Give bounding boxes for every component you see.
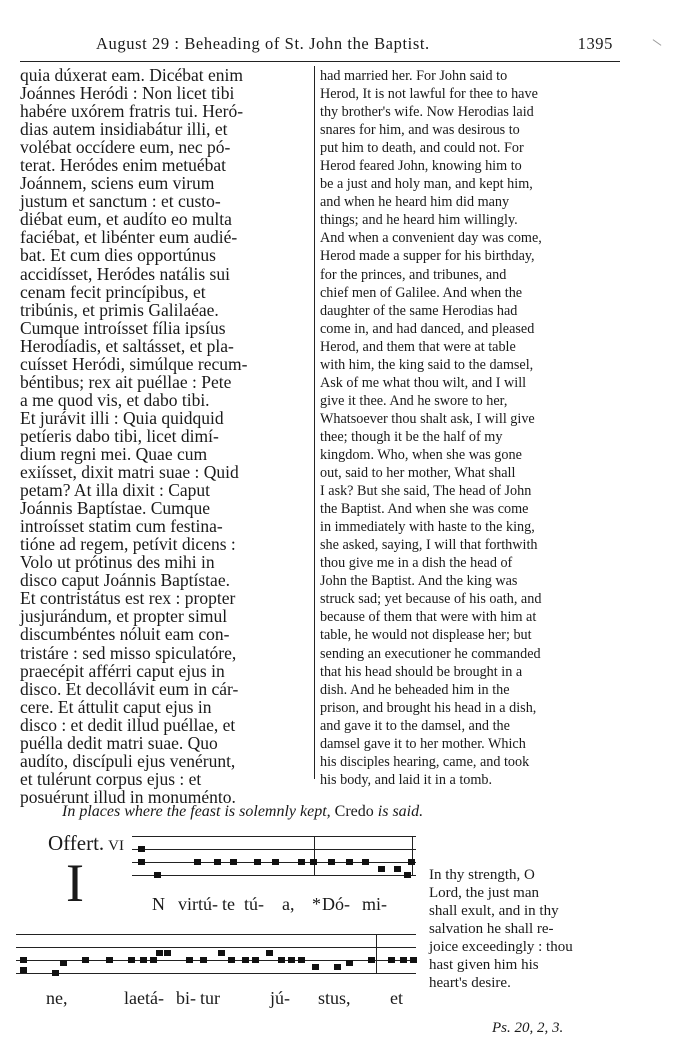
english-text-line: his body, and laid it in a tomb.	[320, 771, 493, 788]
chant-neume	[346, 859, 353, 865]
english-text-line: daughter of the same Herodias had	[320, 302, 518, 319]
english-text-line: Herod, and them that were at table	[320, 338, 516, 355]
latin-text-line: Volo ut prótinus des mihi in	[20, 552, 215, 573]
latin-text-line: Et contristátus est rex : propter	[20, 588, 236, 609]
chant-neume	[194, 859, 201, 865]
staff-line	[16, 934, 416, 935]
latin-text-line: diébat eum, et audíto eo multa	[20, 209, 232, 230]
offertory-translation-line: heart's desire.	[429, 975, 511, 991]
chant-neume	[20, 967, 27, 973]
offertory-label-text: Offert.	[48, 831, 105, 855]
chant-syllable: te	[222, 894, 235, 914]
english-text-line: in immediately with haste to the king,	[320, 519, 535, 536]
chant-neume	[388, 957, 395, 963]
english-text-line: his disciples hearing, came, and took	[320, 753, 530, 770]
chant-syllable: virtú-	[178, 894, 218, 914]
chant-neume	[60, 960, 67, 966]
english-text-line: prison, and brought his head in a dish,	[320, 699, 537, 716]
latin-text-line: béntibus; rex ait puéllae : Pete	[20, 371, 232, 392]
latin-text-line: accidísset, Heródes natális sui	[20, 263, 230, 284]
bar-line	[376, 934, 377, 973]
chant-neume	[378, 866, 385, 872]
page-number: 1395	[577, 34, 613, 53]
latin-text-line: terat. Heródes enim metuébat	[20, 155, 227, 176]
latin-text-line: quia dúxerat eam. Dicébat enim	[20, 65, 244, 85]
chant-syllable: tú-	[244, 894, 264, 914]
latin-text-line: Herodíadis, et saltásset, et pla-	[20, 335, 234, 356]
chant-neume	[328, 859, 335, 865]
chant-syllable: laetá-	[124, 988, 164, 1008]
english-text-line: I ask? But she said, The head of John	[320, 483, 532, 500]
chant-neume	[404, 872, 411, 878]
header-rule	[20, 61, 620, 62]
chant-syllable: bi-	[176, 988, 196, 1008]
english-text-line: thou give me in a dish the head of	[320, 555, 513, 572]
latin-text-line: disco : et dedit illud puéllae, et	[20, 714, 236, 735]
english-text-line: chief men of Galilee. And when the	[320, 284, 523, 301]
chant-neume	[334, 964, 341, 970]
chant-syllable: Dó-	[322, 894, 350, 914]
staff-line	[132, 875, 416, 876]
latin-text-line: puélla dedit matri suae. Quo	[20, 732, 218, 753]
offertory-translation-line: hast given him his	[429, 957, 539, 973]
english-text-line: she asked, saying, I will that forthwith	[320, 537, 538, 554]
latin-column	[20, 66, 308, 806]
latin-text-line: Et jurávit illi : Quia quidquid	[20, 407, 224, 428]
latin-text-line: tribúnis, et primis Galilaéae.	[20, 299, 219, 320]
latin-text-line: jusjurándum, et propter simul	[20, 606, 228, 627]
chant-syllable: ne,	[46, 988, 68, 1008]
latin-text-line: exiísset, dixit matri suae : Quid	[20, 462, 239, 483]
english-text-line: John the Baptist. And the king was	[320, 573, 518, 590]
offertory-translation	[429, 866, 605, 992]
english-text-line: snares for him, and was desirous to	[320, 122, 520, 139]
chant-neume	[252, 957, 259, 963]
chant-syllable: a,	[282, 894, 295, 914]
chant-neume	[150, 957, 157, 963]
english-text-line: because of them that were with him at	[320, 609, 537, 626]
latin-text-line: et tulérunt corpus ejus : et	[20, 768, 202, 789]
chant-neume	[362, 859, 369, 865]
english-text-line: thee; though it be the half of my	[320, 428, 503, 445]
latin-text-line: a me quod vis, et dabo tibi.	[20, 389, 210, 410]
english-text-line: struck sad; yet because of his oath, and	[320, 591, 542, 608]
english-text-line: be a just and holy man, and kept him,	[320, 176, 533, 193]
latin-text-line: cenam fecit princípibus, et	[20, 281, 206, 302]
latin-text-line: tióne ad regem, petívit dicens :	[20, 534, 236, 555]
chant-neume	[186, 957, 193, 963]
latin-text-line: Joánnes Heródi : Non licet tibi	[20, 83, 235, 104]
latin-text-line: Joánnem, sciens eum virum	[20, 173, 215, 194]
english-text-line: come in, and had danced, and pleased	[320, 320, 535, 337]
chant-neume	[278, 957, 285, 963]
chant-neume	[156, 950, 163, 956]
english-text-line: Herod made a supper for his birthday,	[320, 248, 535, 265]
latin-text-line: faciébat, et libénter eum audié-	[20, 227, 238, 248]
latin-text-line: dias autem insidiabátur illi, et	[20, 119, 228, 140]
chant-neume	[200, 957, 207, 963]
header-title: August 29 : Beheading of St. John the Baptist.	[96, 34, 430, 53]
chant-neume	[400, 957, 407, 963]
running-header	[70, 34, 615, 56]
offertory-label	[48, 831, 124, 856]
staff-line	[16, 973, 416, 974]
latin-text-line: petíeris dabo tibi, licet dimí-	[20, 425, 219, 446]
latin-text-line: disco caput Joánnis Baptístae.	[20, 570, 230, 591]
latin-text-line: disco. Et decollávit eum in cár-	[20, 678, 239, 699]
chant-neume	[298, 859, 305, 865]
chant-neume	[106, 957, 113, 963]
english-text-line: give it thee. And he swore to her,	[320, 392, 508, 409]
chant-neume	[218, 950, 225, 956]
chant-syllable: jú-	[270, 988, 290, 1008]
chant-staff-2	[16, 934, 416, 986]
chant-syllable: tur	[200, 988, 220, 1008]
english-text-line: Herod, It is not lawful for thee to have	[320, 86, 538, 103]
latin-text-line: Cumque introísset fília ipsíus	[20, 317, 226, 338]
english-text-line: sending an executioner he commanded	[320, 645, 541, 662]
english-text-line: with him, the king said to the damsel,	[320, 356, 534, 373]
chant-neume	[228, 957, 235, 963]
latin-text-line: discumbéntes nóluit eam con-	[20, 624, 230, 645]
english-text-line: and when he heard him did many	[320, 194, 510, 211]
chant-neume	[254, 859, 261, 865]
latin-text-line: introísset statim cum festina-	[20, 516, 223, 537]
english-text-line: dish. And he beheaded him in the	[320, 681, 510, 698]
rubric-credo: Credo	[334, 803, 374, 820]
english-text-line: and gave it to the damsel, and the	[320, 717, 510, 734]
chant-neume	[242, 957, 249, 963]
english-text-line: things; and he heard him willingly.	[320, 212, 518, 229]
latin-text-line: audíto, discípuli ejus venérunt,	[20, 750, 236, 771]
english-text-line: Herod feared John, knowing him to	[320, 158, 522, 175]
chant-neume	[298, 957, 305, 963]
offertory-translation-line: Lord, the just man	[429, 885, 539, 901]
rubric-text-pre: In places where the feast is solemnly kept,	[62, 803, 331, 820]
chant-neume	[214, 859, 221, 865]
offertory-translation-line: salvation he shall re-	[429, 921, 554, 937]
latin-text-line: Joánnis Baptístae. Cumque	[20, 498, 211, 519]
english-text-line: put him to death, and could not. For	[320, 140, 524, 157]
chant-neume	[288, 957, 295, 963]
english-text-line: the Baptist. And when she was come	[320, 501, 529, 518]
chant-neume	[138, 859, 145, 865]
latin-text-line: praecépit afférri caput ejus in	[20, 660, 225, 681]
chant-neume	[128, 957, 135, 963]
chant-neume	[368, 957, 375, 963]
scan-mark	[653, 39, 662, 46]
chant-neume	[312, 964, 319, 970]
chant-neume	[310, 859, 317, 865]
chant-neume	[230, 859, 237, 865]
chant-staff-1	[132, 836, 416, 888]
chant-initial: I	[66, 853, 84, 913]
bar-line	[412, 836, 413, 875]
credo-rubric	[62, 803, 622, 821]
latin-text-line: dium regni mei. Quae cum	[20, 443, 208, 464]
chant-neume	[346, 960, 353, 966]
latin-text-line: volébat occídere eum, nec pó-	[20, 137, 231, 158]
chant-syllable: et	[390, 988, 403, 1008]
chant-neume	[394, 866, 401, 872]
chant-neume	[272, 859, 279, 865]
english-text-line: had married her. For John said to	[320, 68, 508, 84]
psalm-reference: Ps. 20, 2, 3.	[492, 1020, 564, 1036]
chant-neume	[138, 846, 145, 852]
latin-text-line: bat. Et cum dies opportúnus	[20, 245, 216, 266]
chant-syllable: N	[152, 894, 165, 914]
column-divider	[314, 66, 315, 779]
english-text-line: Whatsoever thou shalt ask, I will give	[320, 410, 535, 427]
latin-text-line: cuísset Heródi, simúlque recum-	[20, 353, 248, 374]
latin-text-line: habére uxórem fratris tui. Heró-	[20, 101, 244, 122]
offertory-translation-line: shall exult, and in thy	[429, 903, 559, 919]
english-text-line: out, said to her mother, What shall	[320, 465, 516, 482]
latin-text-line: tristáre : sed misso spiculatóre,	[20, 642, 237, 663]
chant-neume	[52, 970, 59, 976]
offertory-translation-line: joice exceedingly : thou	[429, 939, 573, 955]
chant-syllable: stus,	[318, 988, 351, 1008]
staff-line	[16, 960, 416, 961]
chant-neume	[82, 957, 89, 963]
latin-text-line: justum et sanctum : et custo-	[20, 191, 221, 212]
staff-line	[132, 836, 416, 837]
chant-neume	[408, 859, 415, 865]
english-column	[320, 67, 610, 789]
latin-text-line: petam? At illa dixit : Caput	[20, 480, 211, 501]
offertory-mode: VI	[108, 838, 124, 854]
english-text-line: that his head should be brought in a	[320, 663, 523, 680]
english-text-line: kingdom. Who, when she was gone	[320, 446, 522, 463]
english-text-line: thy brother's wife. Now Herodias laid	[320, 104, 534, 121]
english-text-line: damsel gave it to her mother. Which	[320, 735, 526, 752]
chant-neume	[410, 957, 417, 963]
english-text-line: table, he would not displease her; but	[320, 627, 532, 644]
latin-text-line: posuérunt illud in monuménto.	[20, 786, 236, 807]
staff-line	[132, 849, 416, 850]
offertory-translation-line: In thy strength, O	[429, 867, 535, 883]
chant-syllable: mi-	[362, 894, 387, 914]
chant-neume	[20, 957, 27, 963]
chant-syllable: *	[312, 894, 321, 914]
latin-text-line: cere. Et áttulit caput ejus in	[20, 696, 212, 717]
chant-neume	[164, 950, 171, 956]
bar-line	[314, 836, 315, 875]
english-text-line: And when a convenient day was come,	[320, 230, 542, 247]
chant-neume	[140, 957, 147, 963]
staff-line	[16, 947, 416, 948]
rubric-text-post: is said.	[377, 803, 424, 820]
chant-neume	[266, 950, 273, 956]
english-text-line: for the princes, and tribunes, and	[320, 266, 507, 283]
chant-neume	[154, 872, 161, 878]
english-text-line: Ask of me what thou wilt, and I will	[320, 374, 527, 391]
